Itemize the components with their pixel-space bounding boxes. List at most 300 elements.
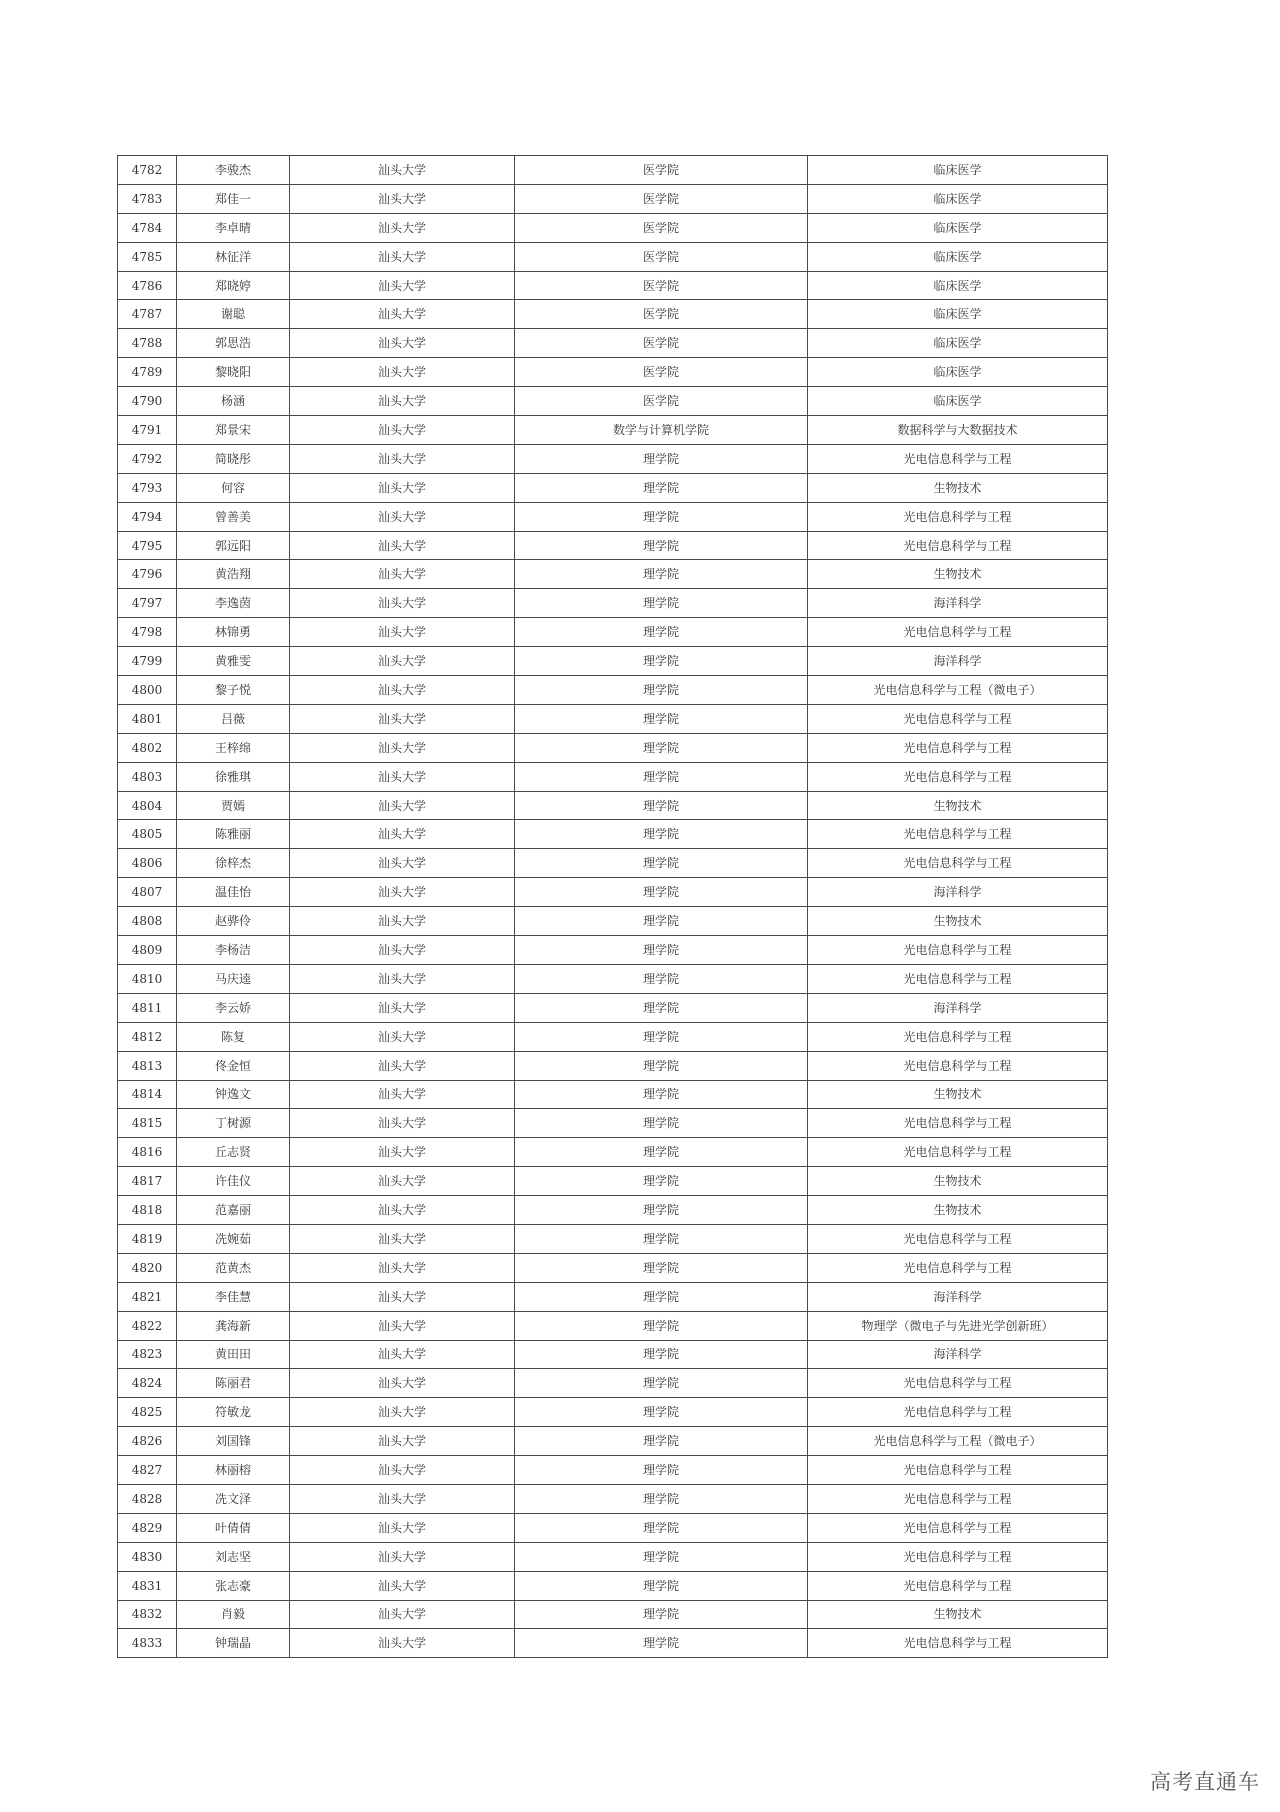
university-cell: 汕头大学 — [290, 1253, 515, 1282]
major-cell: 临床医学 — [808, 329, 1108, 358]
table-row — [118, 791, 1108, 820]
seq-number-cell: 4813 — [118, 1051, 177, 1080]
major-cell: 临床医学 — [808, 271, 1108, 300]
seq-number-cell: 4796 — [118, 560, 177, 589]
university-cell: 汕头大学 — [290, 184, 515, 213]
university-cell: 汕头大学 — [290, 1340, 515, 1369]
major-cell: 光电信息科学与工程 — [808, 502, 1108, 531]
table-row — [118, 1224, 1108, 1253]
table-row — [118, 589, 1108, 618]
major-cell: 临床医学 — [808, 242, 1108, 271]
major-cell: 光电信息科学与工程 — [808, 1456, 1108, 1485]
student-name-cell: 林丽榕 — [177, 1456, 290, 1485]
major-cell: 物理学（微电子与先进光学创新班） — [808, 1311, 1108, 1340]
table-row — [118, 213, 1108, 242]
seq-number-cell: 4830 — [118, 1542, 177, 1571]
college-cell: 医学院 — [515, 271, 808, 300]
major-cell: 生物技术 — [808, 907, 1108, 936]
seq-number-cell: 4812 — [118, 1022, 177, 1051]
major-cell: 光电信息科学与工程 — [808, 733, 1108, 762]
student-name-cell: 徐雅琪 — [177, 762, 290, 791]
major-cell: 生物技术 — [808, 791, 1108, 820]
table-row — [118, 1456, 1108, 1485]
student-name-cell: 陈雅丽 — [177, 820, 290, 849]
major-cell: 光电信息科学与工程 — [808, 1253, 1108, 1282]
student-name-cell: 李骏杰 — [177, 156, 290, 185]
university-cell: 汕头大学 — [290, 993, 515, 1022]
college-cell: 理学院 — [515, 1051, 808, 1080]
table-row — [118, 271, 1108, 300]
college-cell: 理学院 — [515, 1484, 808, 1513]
college-cell: 理学院 — [515, 1513, 808, 1542]
table-row — [118, 993, 1108, 1022]
table-row — [118, 156, 1108, 185]
seq-number-cell: 4827 — [118, 1456, 177, 1485]
college-cell: 理学院 — [515, 676, 808, 705]
seq-number-cell: 4783 — [118, 184, 177, 213]
seq-number-cell: 4807 — [118, 878, 177, 907]
table-row — [118, 849, 1108, 878]
college-cell: 理学院 — [515, 1369, 808, 1398]
major-cell: 生物技术 — [808, 1167, 1108, 1196]
seq-number-cell: 4802 — [118, 733, 177, 762]
student-name-cell: 陈丽君 — [177, 1369, 290, 1398]
college-cell: 理学院 — [515, 1167, 808, 1196]
table-row — [118, 184, 1108, 213]
seq-number-cell: 4782 — [118, 156, 177, 185]
major-cell: 光电信息科学与工程 — [808, 1109, 1108, 1138]
university-cell: 汕头大学 — [290, 329, 515, 358]
college-cell: 理学院 — [515, 444, 808, 473]
student-name-cell: 郑佳一 — [177, 184, 290, 213]
major-cell: 光电信息科学与工程 — [808, 531, 1108, 560]
seq-number-cell: 4808 — [118, 907, 177, 936]
seq-number-cell: 4815 — [118, 1109, 177, 1138]
major-cell: 光电信息科学与工程 — [808, 1051, 1108, 1080]
student-name-cell: 吕薇 — [177, 704, 290, 733]
table-row — [118, 1282, 1108, 1311]
college-cell: 理学院 — [515, 1398, 808, 1427]
seq-number-cell: 4789 — [118, 358, 177, 387]
college-cell: 理学院 — [515, 964, 808, 993]
university-cell: 汕头大学 — [290, 271, 515, 300]
university-cell: 汕头大学 — [290, 676, 515, 705]
major-cell: 光电信息科学与工程 — [808, 444, 1108, 473]
seq-number-cell: 4797 — [118, 589, 177, 618]
university-cell: 汕头大学 — [290, 1513, 515, 1542]
table-row — [118, 1340, 1108, 1369]
seq-number-cell: 4810 — [118, 964, 177, 993]
college-cell: 理学院 — [515, 502, 808, 531]
university-cell: 汕头大学 — [290, 820, 515, 849]
seq-number-cell: 4823 — [118, 1340, 177, 1369]
major-cell: 生物技术 — [808, 1080, 1108, 1109]
seq-number-cell: 4791 — [118, 416, 177, 445]
seq-number-cell: 4793 — [118, 473, 177, 502]
student-name-cell: 郑晓婷 — [177, 271, 290, 300]
major-cell: 光电信息科学与工程 — [808, 1542, 1108, 1571]
student-name-cell: 李佳慧 — [177, 1282, 290, 1311]
university-cell: 汕头大学 — [290, 1427, 515, 1456]
major-cell: 临床医学 — [808, 387, 1108, 416]
university-cell: 汕头大学 — [290, 1456, 515, 1485]
seq-number-cell: 4824 — [118, 1369, 177, 1398]
major-cell: 生物技术 — [808, 1600, 1108, 1629]
table-row — [118, 878, 1108, 907]
watermark-text: 高考直通车 — [1150, 1770, 1260, 1794]
student-name-cell: 冼婉茹 — [177, 1224, 290, 1253]
university-cell: 汕头大学 — [290, 387, 515, 416]
student-name-cell: 林征洋 — [177, 242, 290, 271]
major-cell: 光电信息科学与工程 — [808, 1022, 1108, 1051]
major-cell: 光电信息科学与工程 — [808, 964, 1108, 993]
university-cell: 汕头大学 — [290, 964, 515, 993]
seq-number-cell: 4803 — [118, 762, 177, 791]
university-cell: 汕头大学 — [290, 1398, 515, 1427]
college-cell: 理学院 — [515, 936, 808, 965]
university-cell: 汕头大学 — [290, 762, 515, 791]
university-cell: 汕头大学 — [290, 1196, 515, 1225]
college-cell: 理学院 — [515, 473, 808, 502]
university-cell: 汕头大学 — [290, 733, 515, 762]
seq-number-cell: 4814 — [118, 1080, 177, 1109]
college-cell: 理学院 — [515, 907, 808, 936]
table-row — [118, 907, 1108, 936]
university-cell: 汕头大学 — [290, 1484, 515, 1513]
table-row — [118, 762, 1108, 791]
university-cell: 汕头大学 — [290, 502, 515, 531]
major-cell: 光电信息科学与工程 — [808, 1224, 1108, 1253]
major-cell: 光电信息科学与工程 — [808, 1484, 1108, 1513]
student-name-cell: 冼文泽 — [177, 1484, 290, 1513]
college-cell: 理学院 — [515, 820, 808, 849]
college-cell: 理学院 — [515, 993, 808, 1022]
major-cell: 数据科学与大数据技术 — [808, 416, 1108, 445]
seq-number-cell: 4788 — [118, 329, 177, 358]
university-cell: 汕头大学 — [290, 1311, 515, 1340]
college-cell: 理学院 — [515, 791, 808, 820]
seq-number-cell: 4809 — [118, 936, 177, 965]
student-name-cell: 黄浩翔 — [177, 560, 290, 589]
major-cell: 临床医学 — [808, 213, 1108, 242]
seq-number-cell: 4828 — [118, 1484, 177, 1513]
table-row — [118, 1196, 1108, 1225]
table-row — [118, 647, 1108, 676]
table-row — [118, 329, 1108, 358]
major-cell: 生物技术 — [808, 560, 1108, 589]
college-cell: 理学院 — [515, 849, 808, 878]
university-cell: 汕头大学 — [290, 1282, 515, 1311]
seq-number-cell: 4786 — [118, 271, 177, 300]
student-name-cell: 黄田田 — [177, 1340, 290, 1369]
table-row — [118, 531, 1108, 560]
major-cell: 光电信息科学与工程 — [808, 704, 1108, 733]
student-name-cell: 佟金恒 — [177, 1051, 290, 1080]
table-row — [118, 936, 1108, 965]
university-cell: 汕头大学 — [290, 704, 515, 733]
college-cell: 医学院 — [515, 242, 808, 271]
seq-number-cell: 4787 — [118, 300, 177, 329]
table-row — [118, 1369, 1108, 1398]
table-row — [118, 1629, 1108, 1658]
major-cell: 光电信息科学与工程（微电子） — [808, 676, 1108, 705]
university-cell: 汕头大学 — [290, 1051, 515, 1080]
seq-number-cell: 4785 — [118, 242, 177, 271]
college-cell: 医学院 — [515, 387, 808, 416]
table-row — [118, 1513, 1108, 1542]
table-row — [118, 1571, 1108, 1600]
student-name-cell: 李逸茵 — [177, 589, 290, 618]
table-row — [118, 358, 1108, 387]
table-row — [118, 387, 1108, 416]
college-cell: 理学院 — [515, 1282, 808, 1311]
college-cell: 理学院 — [515, 560, 808, 589]
student-name-cell: 温佳怡 — [177, 878, 290, 907]
college-cell: 医学院 — [515, 358, 808, 387]
major-cell: 光电信息科学与工程 — [808, 618, 1108, 647]
table-row — [118, 473, 1108, 502]
student-name-cell: 王梓绵 — [177, 733, 290, 762]
university-cell: 汕头大学 — [290, 1629, 515, 1658]
university-cell: 汕头大学 — [290, 1542, 515, 1571]
college-cell: 理学院 — [515, 1080, 808, 1109]
student-name-cell: 马庆逵 — [177, 964, 290, 993]
student-name-cell: 龚海新 — [177, 1311, 290, 1340]
major-cell: 光电信息科学与工程 — [808, 1369, 1108, 1398]
student-name-cell: 赵骅伶 — [177, 907, 290, 936]
table-row — [118, 1051, 1108, 1080]
university-cell: 汕头大学 — [290, 444, 515, 473]
seq-number-cell: 4792 — [118, 444, 177, 473]
college-cell: 理学院 — [515, 618, 808, 647]
major-cell: 光电信息科学与工程 — [808, 1629, 1108, 1658]
university-cell: 汕头大学 — [290, 1571, 515, 1600]
seq-number-cell: 4811 — [118, 993, 177, 1022]
student-name-cell: 肖毅 — [177, 1600, 290, 1629]
table-row — [118, 1253, 1108, 1282]
student-name-cell: 张志豪 — [177, 1571, 290, 1600]
seq-number-cell: 4805 — [118, 820, 177, 849]
college-cell: 理学院 — [515, 878, 808, 907]
seq-number-cell: 4818 — [118, 1196, 177, 1225]
university-cell: 汕头大学 — [290, 618, 515, 647]
major-cell: 海洋科学 — [808, 647, 1108, 676]
university-cell: 汕头大学 — [290, 300, 515, 329]
college-cell: 医学院 — [515, 213, 808, 242]
table-row — [118, 1600, 1108, 1629]
student-name-cell: 符敏龙 — [177, 1398, 290, 1427]
college-cell: 理学院 — [515, 1456, 808, 1485]
college-cell: 理学院 — [515, 1571, 808, 1600]
college-cell: 理学院 — [515, 1253, 808, 1282]
university-cell: 汕头大学 — [290, 647, 515, 676]
table-row — [118, 444, 1108, 473]
seq-number-cell: 4819 — [118, 1224, 177, 1253]
college-cell: 理学院 — [515, 1340, 808, 1369]
university-cell: 汕头大学 — [290, 878, 515, 907]
college-cell: 医学院 — [515, 300, 808, 329]
student-name-cell: 范嘉丽 — [177, 1196, 290, 1225]
college-cell: 理学院 — [515, 1311, 808, 1340]
university-cell: 汕头大学 — [290, 560, 515, 589]
major-cell: 临床医学 — [808, 156, 1108, 185]
major-cell: 海洋科学 — [808, 589, 1108, 618]
seq-number-cell: 4831 — [118, 1571, 177, 1600]
seq-number-cell: 4832 — [118, 1600, 177, 1629]
student-name-cell: 丘志贤 — [177, 1138, 290, 1167]
seq-number-cell: 4826 — [118, 1427, 177, 1456]
university-cell: 汕头大学 — [290, 156, 515, 185]
student-name-cell: 徐梓杰 — [177, 849, 290, 878]
table-row — [118, 502, 1108, 531]
table-row — [118, 1398, 1108, 1427]
table-row — [118, 964, 1108, 993]
table-row — [118, 1427, 1108, 1456]
college-cell: 医学院 — [515, 156, 808, 185]
student-name-cell: 何容 — [177, 473, 290, 502]
university-cell: 汕头大学 — [290, 1080, 515, 1109]
table-row — [118, 416, 1108, 445]
university-cell: 汕头大学 — [290, 1138, 515, 1167]
student-name-cell: 贾嫣 — [177, 791, 290, 820]
student-name-cell: 陈复 — [177, 1022, 290, 1051]
university-cell: 汕头大学 — [290, 1167, 515, 1196]
table-row — [118, 1542, 1108, 1571]
student-name-cell: 许佳仪 — [177, 1167, 290, 1196]
seq-number-cell: 4821 — [118, 1282, 177, 1311]
college-cell: 医学院 — [515, 184, 808, 213]
seq-number-cell: 4798 — [118, 618, 177, 647]
student-name-cell: 谢聪 — [177, 300, 290, 329]
major-cell: 海洋科学 — [808, 993, 1108, 1022]
admission-list-table — [117, 155, 1108, 1658]
table-row — [118, 733, 1108, 762]
table-row — [118, 1109, 1108, 1138]
major-cell: 光电信息科学与工程 — [808, 1398, 1108, 1427]
college-cell: 医学院 — [515, 329, 808, 358]
major-cell: 临床医学 — [808, 358, 1108, 387]
college-cell: 理学院 — [515, 1224, 808, 1253]
seq-number-cell: 4816 — [118, 1138, 177, 1167]
college-cell: 数学与计算机学院 — [515, 416, 808, 445]
major-cell: 临床医学 — [808, 300, 1108, 329]
student-name-cell: 郭远阳 — [177, 531, 290, 560]
major-cell: 生物技术 — [808, 1196, 1108, 1225]
table-row — [118, 1080, 1108, 1109]
major-cell: 光电信息科学与工程（微电子） — [808, 1427, 1108, 1456]
major-cell: 生物技术 — [808, 473, 1108, 502]
table-row — [118, 618, 1108, 647]
student-name-cell: 曾善美 — [177, 502, 290, 531]
seq-number-cell: 4800 — [118, 676, 177, 705]
table-row — [118, 1311, 1108, 1340]
college-cell: 理学院 — [515, 1427, 808, 1456]
table-row — [118, 300, 1108, 329]
university-cell: 汕头大学 — [290, 589, 515, 618]
student-name-cell: 范黄杰 — [177, 1253, 290, 1282]
table-row — [118, 676, 1108, 705]
college-cell: 理学院 — [515, 704, 808, 733]
table-row — [118, 1022, 1108, 1051]
university-cell: 汕头大学 — [290, 1600, 515, 1629]
university-cell: 汕头大学 — [290, 1224, 515, 1253]
seq-number-cell: 4822 — [118, 1311, 177, 1340]
university-cell: 汕头大学 — [290, 473, 515, 502]
student-name-cell: 李卓晴 — [177, 213, 290, 242]
college-cell: 理学院 — [515, 647, 808, 676]
seq-number-cell: 4790 — [118, 387, 177, 416]
college-cell: 理学院 — [515, 1109, 808, 1138]
seq-number-cell: 4806 — [118, 849, 177, 878]
college-cell: 理学院 — [515, 733, 808, 762]
university-cell: 汕头大学 — [290, 907, 515, 936]
student-name-cell: 黎晓阳 — [177, 358, 290, 387]
table-row — [118, 242, 1108, 271]
table-row — [118, 1167, 1108, 1196]
student-name-cell: 刘国锋 — [177, 1427, 290, 1456]
college-cell: 理学院 — [515, 1196, 808, 1225]
university-cell: 汕头大学 — [290, 531, 515, 560]
major-cell: 海洋科学 — [808, 878, 1108, 907]
student-name-cell: 林锦勇 — [177, 618, 290, 647]
seq-number-cell: 4799 — [118, 647, 177, 676]
university-cell: 汕头大学 — [290, 936, 515, 965]
student-name-cell: 刘志坚 — [177, 1542, 290, 1571]
student-name-cell: 郭思浩 — [177, 329, 290, 358]
college-cell: 理学院 — [515, 762, 808, 791]
major-cell: 光电信息科学与工程 — [808, 1513, 1108, 1542]
seq-number-cell: 4804 — [118, 791, 177, 820]
table-row — [118, 1484, 1108, 1513]
university-cell: 汕头大学 — [290, 213, 515, 242]
table-row — [118, 560, 1108, 589]
university-cell: 汕头大学 — [290, 1022, 515, 1051]
seq-number-cell: 4829 — [118, 1513, 177, 1542]
college-cell: 理学院 — [515, 1629, 808, 1658]
student-name-cell: 李杨洁 — [177, 936, 290, 965]
college-cell: 理学院 — [515, 589, 808, 618]
university-cell: 汕头大学 — [290, 1109, 515, 1138]
student-name-cell: 丁树源 — [177, 1109, 290, 1138]
major-cell: 光电信息科学与工程 — [808, 936, 1108, 965]
university-cell: 汕头大学 — [290, 1369, 515, 1398]
seq-number-cell: 4833 — [118, 1629, 177, 1658]
major-cell: 海洋科学 — [808, 1340, 1108, 1369]
student-name-cell: 李云娇 — [177, 993, 290, 1022]
university-cell: 汕头大学 — [290, 791, 515, 820]
major-cell: 光电信息科学与工程 — [808, 762, 1108, 791]
student-name-cell: 郑景宋 — [177, 416, 290, 445]
seq-number-cell: 4795 — [118, 531, 177, 560]
college-cell: 理学院 — [515, 1138, 808, 1167]
seq-number-cell: 4784 — [118, 213, 177, 242]
table-body — [118, 156, 1108, 1658]
student-name-cell: 黎子悦 — [177, 676, 290, 705]
seq-number-cell: 4801 — [118, 704, 177, 733]
major-cell: 光电信息科学与工程 — [808, 1571, 1108, 1600]
major-cell: 光电信息科学与工程 — [808, 820, 1108, 849]
seq-number-cell: 4820 — [118, 1253, 177, 1282]
seq-number-cell: 4794 — [118, 502, 177, 531]
student-name-cell: 钟逸文 — [177, 1080, 290, 1109]
table-row — [118, 704, 1108, 733]
seq-number-cell: 4825 — [118, 1398, 177, 1427]
college-cell: 理学院 — [515, 1542, 808, 1571]
student-name-cell: 叶倩倩 — [177, 1513, 290, 1542]
college-cell: 理学院 — [515, 531, 808, 560]
college-cell: 理学院 — [515, 1022, 808, 1051]
major-cell: 临床医学 — [808, 184, 1108, 213]
